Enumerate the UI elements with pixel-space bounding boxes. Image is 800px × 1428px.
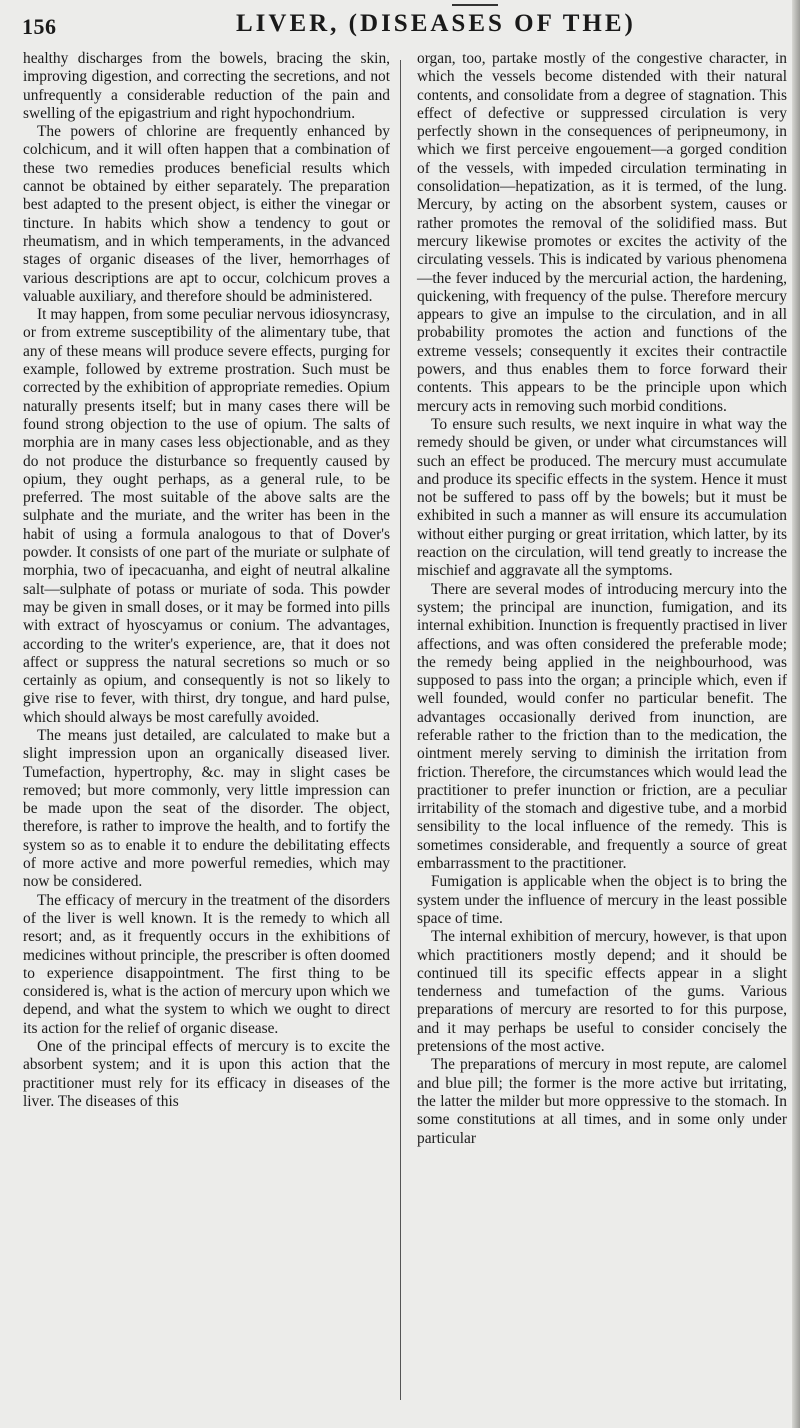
paragraph: One of the principal effects of mercury is to excite the absorbent system; and it is upon this action that the practitioner must rely for its efficacy in diseases of the liver. The diseases of this (23, 1038, 390, 1110)
column-divider (400, 60, 401, 1400)
paragraph: It may happen, from some peculiar nervous idiosyncrasy, or from extreme susceptibility of the alimentary tube, that any of these means will produce severe effects, purging for example, followed by extreme prostration. Such must be corrected by the exhibition of appropriate remedies. Opium naturally presents itself; but in many cases there will be found strong objection to the use of opium. The salts of morphia are in many cases less objectionable, and as they do not produce the disturbance so frequently caused by opium, they ought perhaps, as a general rule, to be preferred. The most suitable of the above salts are the sulphate and the muriate, and the writer has been in the habit of using a formula analogous to that of Dover's powder. It consists of one part of the muriate or sulphate of morphia, two of ipecacuanha, and eight of neutral alkaline salt—sulphate of potass or muriate of soda. This powder may be given in small doses, or it may be formed into pills with extract of hyoscyamus or conium. The advantages, according to the writer's experience, are, that it does not affect or suppress the natural secretions so much or so certainly as opium, and consequently is not so likely to give rise to fever, with thirst, dry tongue, and hard pulse, which should always be most carefully avoided. (23, 306, 390, 726)
paragraph: There are several modes of introducing mercury into the system; the principal are inunction, fumigation, and its internal exhibition. Inunction is frequently practised in liver affections, and was often considered the preferable mode; the remedy being applied in the neighbourhood, was supposed to pass into the organ; a principle which, even if well founded, would confer no particular benefit. The advantages occasionally derived from inunction, are referable rather to the friction than to the medication, the ointment merely serving to diminish the irritation from friction. Therefore, the circumstances which would lead the practitioner to prefer inunction or friction, are a peculiar irritability of the stomach and digestive tube, and a morbid sensibility to the local influence of the remedy. This is sometimes considerable, and frequently a source of great embarrassment to the practitioner. (417, 580, 787, 873)
page-number: 156 (22, 14, 57, 39)
paragraph: The means just detailed, are calculated to make but a slight impression upon an organically diseased liver. Tumefaction, hypertrophy, &c. may in slight cases be removed; but more commonly, very little impression can be made upon the seat of the disorder. The object, therefore, is rather to improve the health, and to fortify the system so as to enable it to endure the debilitating effects of more active and more powerful remedies, which may now be considered. (23, 726, 390, 891)
paragraph: organ, too, partake mostly of the congestive character, in which the vessels become distended with their natural contents, and consolidate from a degree of stagnation. This effect of defective or suppressed circulation is very perfectly shown in the consequences of peripneumony, in which we first perceive engouement—a gorged condition of the vessels, with impeded circulation terminating in consolidation—hepatization, as it is termed, of the lung. Mercury, by acting on the absorbent system, causes or rather promotes the removal of the solidified mass. But mercury likewise promotes or excites the activity of the circulating vessels. This is indicated by various phenomena —the fever induced by the mercurial action, the hardening, quickening, with frequency of the pulse. Therefore mercury appears to give an impulse to the circulation, and in all probability promotes the action and functions of the extreme vessels; consequently it excites their contractile powers, and thus enables them to force forward their contents. This appears to be the principle upon which mercury acts in removing such morbid conditions. (417, 50, 787, 415)
paragraph: The efficacy of mercury in the treatment of the disorders of the liver is well known. It is the remedy to which all resort; and, as it frequently occurs in the exhibitions of medicines without principle, the prescriber is often doomed to experience disappointment. The first thing to be considered is, what is the action of mercury upon which we depend, and what the system to which we ought to direct its action for the relief of organic disease. (23, 891, 390, 1037)
page-header (22, 4, 782, 44)
paragraph: healthy discharges from the bowels, bracing the skin, improving digestion, and correcting the secretions, and not unfrequently a considerable reduction of the pain and swelling of the epigastrium and right hypochondrium. (23, 50, 390, 122)
paragraph: To ensure such results, we next inquire in what way the remedy should be given, or under what circumstances will such an effect be produced. The mercury must accumulate and produce its specific effects in the system. Hence it must not be suffered to pass off by the bowels; but it must be exhibited in such a manner as will ensure its accumulation without either purging or great irritation, which latter, by its reaction on the circulation, will tend greatly to increase the mischief and aggravate all the symptoms. (417, 415, 787, 580)
left-column (23, 50, 390, 1111)
paragraph: The internal exhibition of mercury, however, is that upon which practitioners mostly depend; and it should be continued till its specific effects appear in a slight tenderness and tumefaction of the gums. Various preparations of mercury are resorted to for this purpose, and it may perhaps be useful to consider concisely the pretensions of the most active. (417, 928, 787, 1056)
paragraph: The powers of chlorine are frequently enhanced by colchicum, and it will often happen that a combination of these two remedies produces beneficial results which cannot be obtained by either separately. The preparation best adapted to the present object, is either the vinegar or tincture. In habits which show a tendency to gout or rheumatism, and in which temperaments, in the advanced stages of organic diseases of the liver, hemorrhages of various descriptions are apt to occur, colchicum proves a valuable auxiliary, and therefore should be administered. (23, 123, 390, 305)
paragraph: Fumigation is applicable when the object is to bring the system under the influence of mercury in the least possible space of time. (417, 873, 787, 927)
paragraph: The preparations of mercury in most repute, are calomel and blue pill; the former is the more active but irritating, the latter the milder but more oppressive to the stomach. In some constitutions at all times, and in some only under particular (417, 1056, 787, 1147)
page-edge-shadow (792, 0, 800, 1428)
header-rule-mark (452, 4, 498, 6)
running-head: LIVER, (DISEASES OF THE) (236, 10, 636, 37)
right-column (417, 50, 787, 1148)
